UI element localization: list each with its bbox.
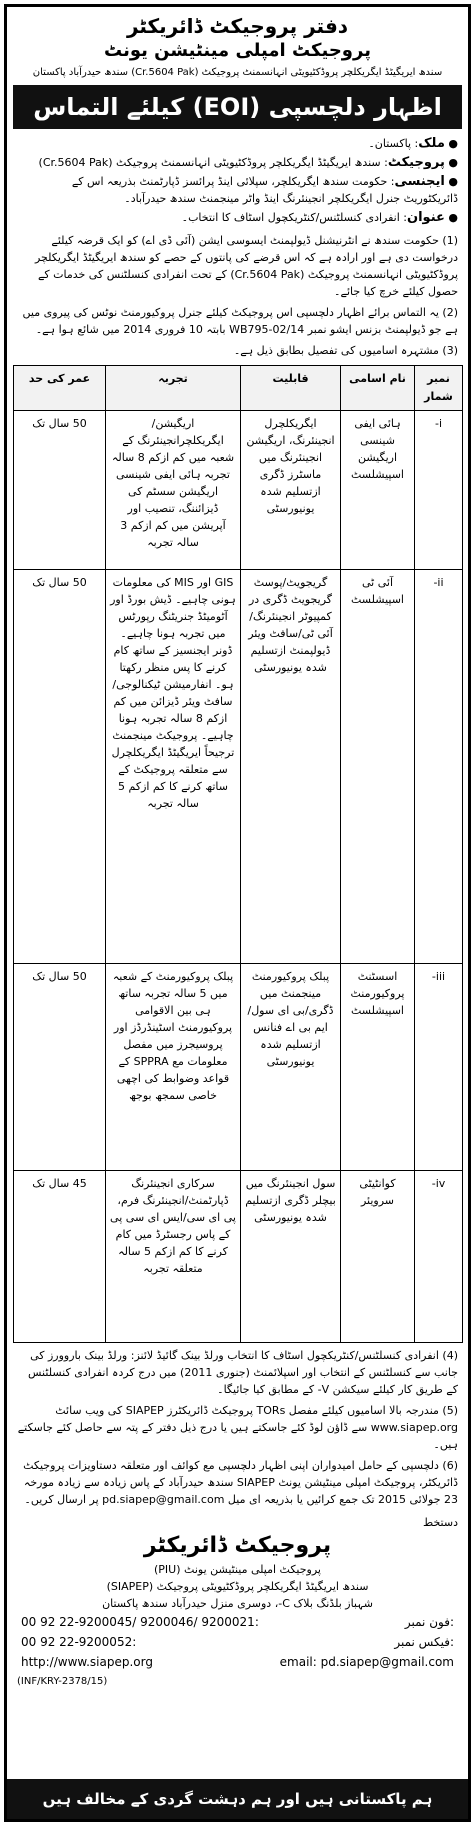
signatory-address: شہباز بلڈنگ بلاک C-، دوسری منزل حیدرآباد سندھ پاکستان bbox=[102, 1597, 373, 1610]
fax-label: فیکس نمبر: bbox=[394, 1635, 454, 1649]
table-header-row bbox=[14, 366, 463, 411]
clause-4: (4) انفرادی کنسلٹنس/کنٹریکچول اسٹاف کا انتخاب ورلڈ بینک گائیڈ لائنز: ورلڈ بینک باروورز کی جانب سے کنسلٹنس کے انتخاب اور اسپلائمنٹ (جنوری 2011) میں درج کردہ انفرادی کنسلٹنس کے طریق کار کیلئے سیکشن V- کے مطابق کیا جائیگا۔ bbox=[28, 1349, 458, 1396]
clause-6: (6) دلچسپی کے حامل امیدواران اپنی اظہار دلچسپی مع کوائف اور متعلقہ دستاویزات پروجیکٹ ڈائریکٹر، پروجیکٹ امپلی مینٹیشن یونٹ SIAPEP سندھ حیدرآباد کے پاس زیادہ سے زیادہ مورخہ 23 جولائی 2015 تک جمع کرائیں یا بذریعہ ای میل pd.siapep@gmail.com پر ارسال کریں۔ bbox=[23, 1459, 458, 1506]
phone-number: 00 92 22-9200045/ 9200046/ 9200021: bbox=[21, 1615, 259, 1629]
signatory-unit: پروجیکٹ امپلی مینٹیشن یونٹ (PIU) bbox=[154, 1563, 321, 1576]
meta-key: پروجیکٹ bbox=[387, 155, 445, 170]
cell-qual: ایگریکلچرل انجینئرنگ، اریگیشن انجینئرنگ میں ماسٹرز ڈگری ازتسلیم شدہ یونیورسٹی bbox=[241, 411, 341, 570]
meta-country: ● ملک: پاکستان۔ bbox=[368, 136, 458, 151]
positions-table bbox=[13, 365, 463, 1343]
table-row bbox=[14, 964, 463, 1171]
cell-sn: iii- bbox=[415, 964, 463, 1171]
website-link[interactable]: http://www.siapep.org bbox=[21, 1655, 153, 1669]
meta-key: ملک bbox=[418, 136, 445, 151]
header bbox=[7, 7, 468, 81]
table-row bbox=[14, 411, 463, 570]
table-row bbox=[14, 570, 463, 964]
header-sn: نمبر شمار bbox=[415, 366, 463, 411]
meta-value: انفرادی کنسلٹنس/کنٹریکچول اسٹاف کا انتخاب۔ bbox=[181, 211, 400, 224]
cell-exp: پبلک پروکیورمنٹ کے شعبہ میں 5 سالہ تجربہ ساتھ ہی بین الاقوامی پروکیورمنٹ اسٹینڈرڈز اور پروسیجرز میں مفصل معلومات مع SPPRA کے قواعد وضوابط کی اچھی خاصی سمجھ بوجھ bbox=[106, 964, 241, 1171]
cell-qual: پبلک پروکیورمنٹ مینجمنٹ میں ڈگری/بی ای سول/ایم بی اے فنانس ازتسلیم شدہ یونیورسٹی bbox=[241, 964, 341, 1171]
phone-label: فون نمبر: bbox=[404, 1615, 454, 1629]
signed-label: دستخط bbox=[423, 1516, 458, 1529]
cell-name: اسسٹنٹ پروکیورمنٹ اسپیشلسٹ bbox=[341, 964, 415, 1171]
table-row bbox=[14, 1171, 463, 1343]
signature-block bbox=[7, 1508, 468, 1612]
paragraph-3: (3) مشتہرہ اسامیوں کی تفصیل بطابق ذیل ہے۔ bbox=[233, 344, 458, 357]
cell-qual: سول انجینئرنگ میں بیچلر ڈگری ازتسلیم شدہ یونیورسٹی bbox=[241, 1171, 341, 1343]
header-exp: تجربہ bbox=[106, 366, 241, 411]
cell-age: 50 سال تک bbox=[14, 964, 106, 1171]
unit-title: پروجیکٹ امپلی مینٹیشن یونٹ bbox=[104, 40, 371, 61]
footer-slogan: ہم پاکستانی ہیں اور ہم دہشت گردی کے مخالف ہیں bbox=[7, 1779, 468, 1819]
signatory-title: پروجیکٹ ڈائریکٹر bbox=[143, 1533, 332, 1558]
cell-exp: سرکاری انجینئرنگ ڈپارٹمنٹ/انجینئرنگ فرم، پی ای سی/ایس ای سی پی کے پاس رجسٹرڈ میں کام کرنے کا کم ازکم 5 سالہ متعلقہ تجربہ bbox=[106, 1171, 241, 1343]
reference-number: (INF/KRY-2378/15) bbox=[17, 1676, 108, 1687]
cell-age: 50 سال تک bbox=[14, 570, 106, 964]
fax-number: 00 92 22-9200052: bbox=[21, 1635, 137, 1649]
meta-value: پاکستان۔ bbox=[368, 137, 412, 150]
cell-name: کوانٹیٹی سرویئر bbox=[341, 1171, 415, 1343]
cell-sn: i- bbox=[415, 411, 463, 570]
paragraph-2: (2) یہ التماس برائے اظہار دلچسپی اس پروجیکٹ کیلئے جنرل پروکیورمنٹ نوٹس کی پیروی میں ہے جو ڈیولپمنٹ بزنس ایشو نمبر WB795-02/14 بابتہ 10 فروری 2014 میں شائع ہوا ہے۔ bbox=[22, 306, 458, 336]
meta-key: ایجنسی bbox=[394, 174, 445, 189]
phone-line bbox=[21, 1612, 454, 1632]
meta-value: سندھ ایریگیٹڈ ایگریکلچر پروڈکٹیویٹی انہانسمنٹ پروجیکٹ (Cr.5604 Pak) bbox=[38, 156, 381, 169]
project-title: سندھ ایریگیٹڈ ایگریکلچر پروڈکٹیویٹی انہانسمنٹ پروجیکٹ (Cr.5604 Pak) سندھ حیدرآباد پاکستان bbox=[32, 67, 443, 78]
web-line bbox=[21, 1652, 454, 1672]
contact-block bbox=[7, 1612, 468, 1672]
cell-name: ہائی ایفی شینسی اریگیشن اسپیشلسٹ bbox=[341, 411, 415, 570]
advertisement-page bbox=[4, 4, 471, 1822]
clause-5: (5) مندرجہ بالا اسامیوں کیلئے مفصل TORs پروجیکٹ ڈائریکٹرز SIAPEP کی ویب سائٹ www.siapep.org سے ڈاؤن لوڈ کئے جاسکتے ہیں یا درج ذیل دفتر کے پتہ سے حاصل کئے جاسکتے ہیں۔ bbox=[17, 1404, 458, 1451]
office-title: دفتر پروجیکٹ ڈائریکٹر bbox=[126, 14, 349, 38]
cell-age: 50 سال تک bbox=[14, 411, 106, 570]
eoi-banner: اظہار دلچسپی (EOI) کیلئے التماس bbox=[13, 85, 462, 129]
meta-subject: ● عنوان: انفرادی کنسلٹنس/کنٹریکچول اسٹاف کا انتخاب۔ bbox=[181, 210, 458, 225]
meta-block bbox=[7, 129, 468, 226]
email-link[interactable]: email: pd.siapep@gmail.com bbox=[279, 1655, 454, 1669]
signatory-project: سندھ ایریگیٹڈ ایگریکلچر پروڈکٹیویٹی پروجیکٹ (SIAPEP) bbox=[106, 1580, 369, 1593]
meta-value: حکومت سندھ ایگریکلچر، سپلائی اینڈ پرائسز ڈپارٹمنٹ بذریعہ اس کے ڈائریکٹوریٹ جنرل ایگریکلچر انجینئرنگ اینڈ واٹر مینجمنٹ سندھ حیدرآباد۔ bbox=[71, 175, 458, 205]
cell-sn: ii- bbox=[415, 570, 463, 964]
meta-key: عنوان bbox=[407, 210, 445, 225]
meta-project: ● پروجیکٹ: سندھ ایریگیٹڈ ایگریکلچر پروڈکٹیویٹی انہانسمنٹ پروجیکٹ (Cr.5604 Pak) bbox=[38, 155, 458, 170]
cell-name: آئی ٹی اسپیشلسٹ bbox=[341, 570, 415, 964]
header-age: عمر کی حد bbox=[14, 366, 106, 411]
cell-qual: گریجویٹ/پوسٹ گریجویٹ ڈگری در کمپیوٹر انجینئرنگ/آئی ٹی/سافٹ ویئر ڈیولپمنٹ ازتسلیم شدہ یونیورسٹی bbox=[241, 570, 341, 964]
header-qual: قابلیت bbox=[241, 366, 341, 411]
cell-exp: اریگیشن/ایگریکلچرانجینئرنگ کے شعبہ میں کم ازکم 8 سالہ تجربہ ہائی ایفی شینسی اریگیشن سسٹم کی ڈیزائننگ، تنصیب اور آپریشن میں کم ازکم 3 سالہ تجربہ bbox=[106, 411, 241, 570]
meta-agency: ● ایجنسی: حکومت سندھ ایگریکلچر، سپلائی اینڈ پرائسز ڈپارٹمنٹ بذریعہ اس کے ڈائریکٹوریٹ جنرل ایگریکلچر انجینئرنگ اینڈ واٹر مینجمنٹ سندھ حیدرآباد۔ bbox=[71, 174, 458, 205]
header-name: نام اسامی bbox=[341, 366, 415, 411]
paragraph-1: (1) حکومت سندھ نے انٹرنیشنل ڈیولپمنٹ ایسوسی ایشن (آئی ڈی اے) کو ایک قرضہ کیلئے درخواست دی ہے اور ارادہ ہے کہ اس قرضے کی پانتوں کے حصے کو سندھ ایریگیٹڈ ایگریکلچر پروڈکٹیویٹی انہانسمنٹ پروجیکٹ (Cr.5604 Pak) کے تحت انفرادی کنسلٹنس کی خدمات کے حصول کیلئے خرچ کیا جائے۔ bbox=[34, 234, 458, 298]
fax-line bbox=[21, 1632, 454, 1652]
cell-sn: iv- bbox=[415, 1171, 463, 1343]
cell-age: 45 سال تک bbox=[14, 1171, 106, 1343]
cell-exp: GIS اور MIS کی معلومات ہونی چاہیے۔ ڈیش بورڈ اور آٹومیٹڈ جنریٹنگ رپورٹس میں تجربہ ہونا چاہیے۔ ڈونر ایجنسیز کے ساتھ کام کرنے کا پس منظر رکھتا ہو۔ انفارمیشن ٹیکنالوجی/سافٹ ویئر ڈیزائن میں کم ازکم 8 سالہ تجربہ ہونا چاہیے۔ پروجیکٹ مینجمنٹ ترجیحاً ایریگیٹڈ ایگریکلچرل سے متعلقہ پروجیکٹ کے ساتھ کرنے کا کم ازکم 5 سالہ تجربہ bbox=[106, 570, 241, 964]
